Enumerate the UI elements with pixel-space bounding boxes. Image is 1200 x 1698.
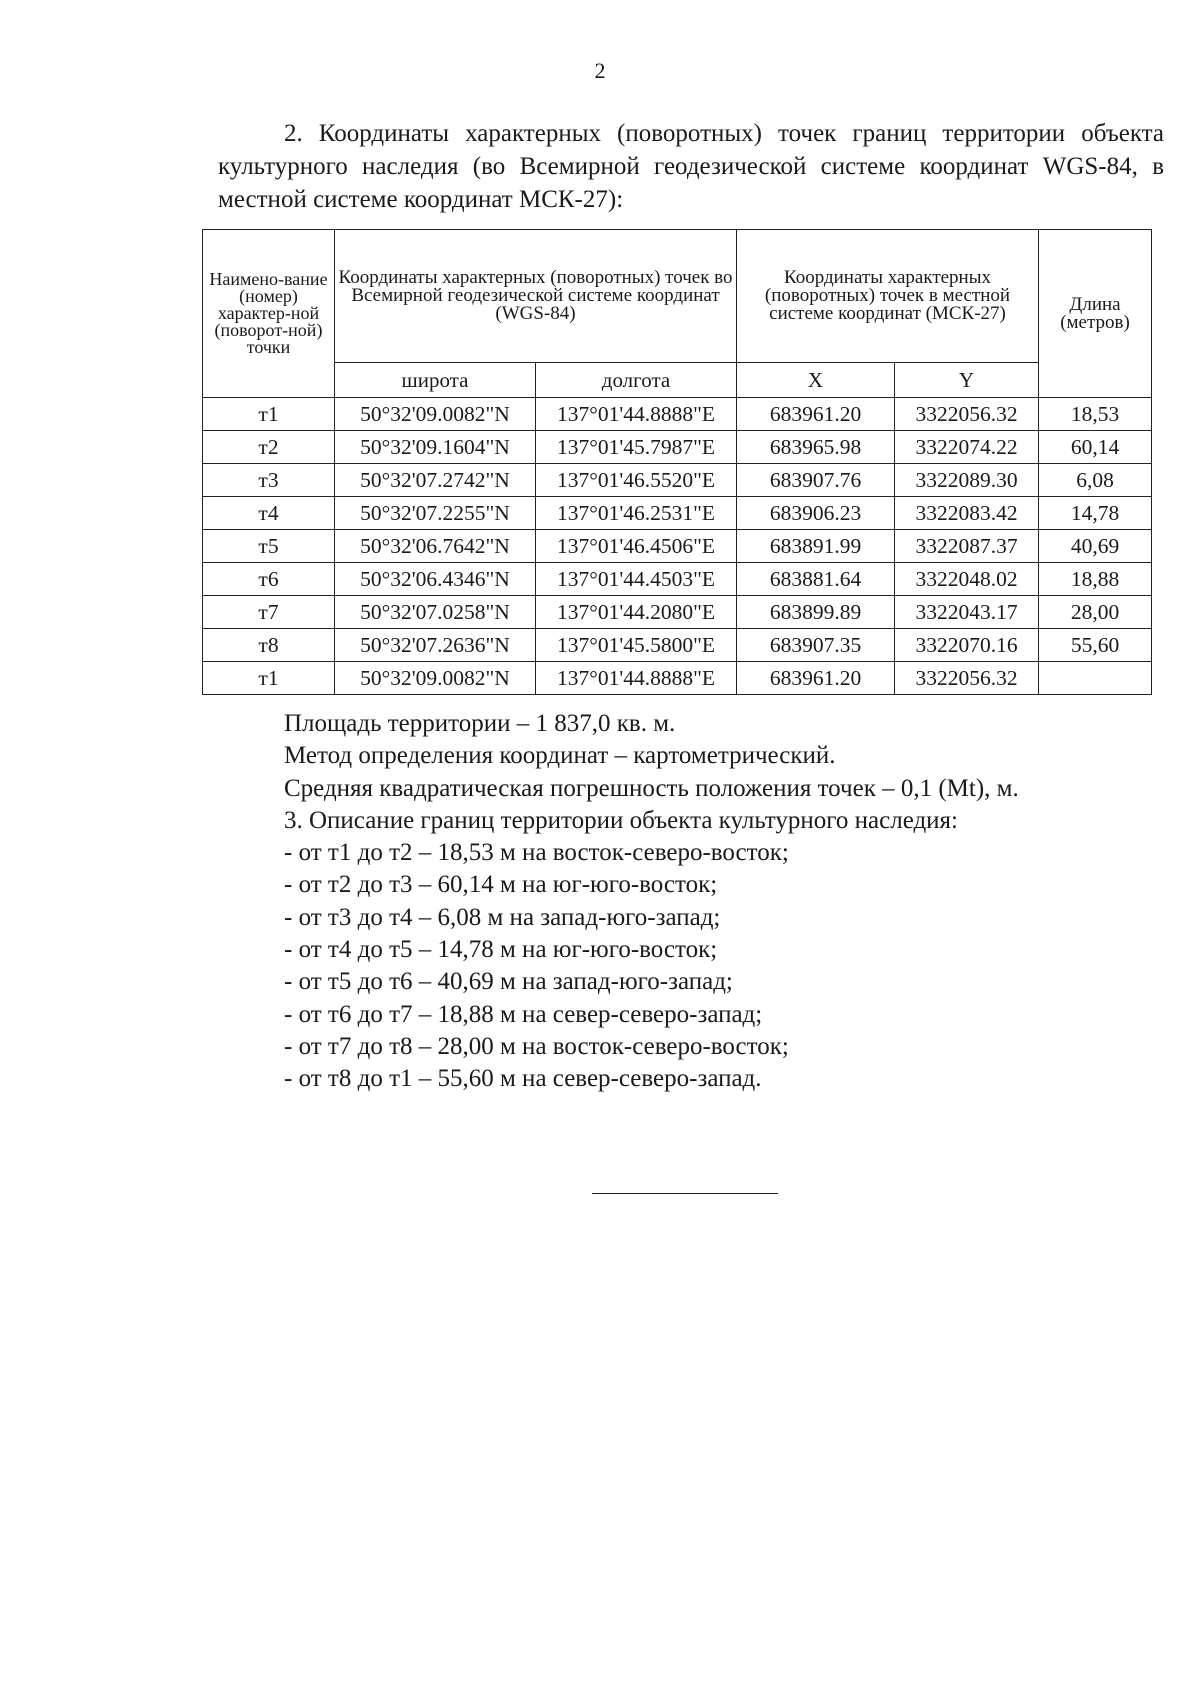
cell-longitude: 137°01'44.4503"E	[536, 563, 737, 596]
cell-point: т1	[203, 398, 335, 431]
header-point-name: Наимено-вание (номер) характер-ной (поворот-ной) точки	[203, 230, 335, 398]
section-2-intro: 2. Координаты характерных (поворотных) точек границ территории объекта культурного наследия (во Всемирной геодезической системе координат WGS-84, в местной системе координат МСК-27):	[218, 120, 1164, 213]
cell-y: 3322074.22	[895, 431, 1039, 464]
table-row	[203, 464, 1152, 497]
cell-length: 18,53	[1039, 398, 1152, 431]
boundary-segment: - от т6 до т7 – 18,88 м на север-северо-запад;	[284, 1000, 763, 1028]
cell-longitude: 137°01'46.2531"E	[536, 497, 737, 530]
cell-y: 3322087.37	[895, 530, 1039, 563]
table-row	[203, 530, 1152, 563]
cell-x: 683891.99	[737, 530, 895, 563]
header-wgs84-coordinates: Координаты характерных (поворотных) точек во Всемирной геодезической системе координат (WGS-84)	[335, 230, 737, 363]
cell-latitude: 50°32'06.4346"N	[335, 563, 536, 596]
cell-latitude: 50°32'06.7642"N	[335, 530, 536, 563]
subheader-latitude: широта	[335, 363, 536, 398]
cell-point: т1	[203, 662, 335, 695]
cell-x: 683961.20	[737, 662, 895, 695]
cell-x: 683899.89	[737, 596, 895, 629]
cell-longitude: 137°01'44.8888"E	[536, 398, 737, 431]
cell-point: т2	[203, 431, 335, 464]
area-line: Площадь территории – 1 837,0 кв. м.	[284, 710, 676, 737]
cell-x: 683907.35	[737, 629, 895, 662]
boundary-segment: - от т3 до т4 – 6,08 м на запад-юго-запад;	[284, 903, 721, 931]
subheader-longitude: долгота	[536, 363, 737, 398]
cell-length: 14,78	[1039, 497, 1152, 530]
cell-point: т7	[203, 596, 335, 629]
cell-length: 55,60	[1039, 629, 1152, 662]
cell-latitude: 50°32'09.1604"N	[335, 431, 536, 464]
cell-point: т3	[203, 464, 335, 497]
method-line: Метод определения координат – картометрический.	[284, 742, 836, 770]
boundary-segment: - от т8 до т1 – 55,60 м на север-северо-запад.	[284, 1065, 762, 1093]
table-row	[203, 662, 1152, 695]
section-3-heading: 3. Описание границ территории объекта культурного наследия:	[284, 806, 958, 834]
cell-latitude: 50°32'09.0082"N	[335, 398, 536, 431]
cell-latitude: 50°32'09.0082"N	[335, 662, 536, 695]
cell-longitude: 137°01'44.8888"E	[536, 662, 737, 695]
cell-latitude: 50°32'07.2636"N	[335, 629, 536, 662]
subheader-x: X	[737, 363, 895, 398]
cell-point: т4	[203, 497, 335, 530]
cell-longitude: 137°01'44.2080"E	[536, 596, 737, 629]
boundary-segment: - от т1 до т2 – 18,53 м на восток-северо-восток;	[284, 839, 789, 867]
boundary-description	[284, 708, 1164, 1096]
cell-longitude: 137°01'46.4506"E	[536, 530, 737, 563]
cell-y: 3322070.16	[895, 629, 1039, 662]
cell-y: 3322048.02	[895, 563, 1039, 596]
cell-length: 40,69	[1039, 530, 1152, 563]
table-row	[203, 398, 1152, 431]
cell-y: 3322083.42	[895, 497, 1039, 530]
coordinates-table	[202, 229, 1152, 695]
cell-length: 28,00	[1039, 596, 1152, 629]
cell-x: 683965.98	[737, 431, 895, 464]
cell-latitude: 50°32'07.2742"N	[335, 464, 536, 497]
table-row	[203, 563, 1152, 596]
cell-x: 683906.23	[737, 497, 895, 530]
subheader-y: Y	[895, 363, 1039, 398]
page-number: 2	[594, 58, 606, 83]
cell-length	[1039, 662, 1152, 695]
boundary-segment: - от т2 до т3 – 60,14 м на юг-юго-восток;	[284, 871, 718, 899]
cell-longitude: 137°01'46.5520"E	[536, 464, 737, 497]
boundary-segment: - от т7 до т8 – 28,00 м на восток-северо-восток;	[284, 1032, 789, 1060]
cell-y: 3322089.30	[895, 464, 1039, 497]
cell-length: 60,14	[1039, 431, 1152, 464]
cell-longitude: 137°01'45.5800"E	[536, 629, 737, 662]
boundary-segment: - от т5 до т6 – 40,69 м на запад-юго-запад;	[284, 968, 733, 996]
header-msk27-coordinates: Координаты характерных (поворотных) точек в местной системе координат (МСК-27)	[737, 230, 1039, 363]
table-row	[203, 431, 1152, 464]
table-row	[203, 497, 1152, 530]
cell-x: 683881.64	[737, 563, 895, 596]
header-length: Длина (метров)	[1039, 230, 1152, 398]
cell-latitude: 50°32'07.2255"N	[335, 497, 536, 530]
error-line: Средняя квадратическая погрешность положения точек – 0,1 (Mt), м.	[284, 774, 1019, 802]
table-row	[203, 629, 1152, 662]
cell-point: т6	[203, 563, 335, 596]
end-divider	[592, 1193, 778, 1194]
table-row	[203, 596, 1152, 629]
boundary-segment: - от т4 до т5 – 14,78 м на юг-юго-восток;	[284, 936, 718, 964]
cell-point: т5	[203, 530, 335, 563]
cell-x: 683907.76	[737, 464, 895, 497]
cell-length: 18,88	[1039, 563, 1152, 596]
cell-longitude: 137°01'45.7987"E	[536, 431, 737, 464]
cell-y: 3322056.32	[895, 398, 1039, 431]
cell-y: 3322043.17	[895, 596, 1039, 629]
cell-length: 6,08	[1039, 464, 1152, 497]
cell-latitude: 50°32'07.0258"N	[335, 596, 536, 629]
cell-point: т8	[203, 629, 335, 662]
cell-x: 683961.20	[737, 398, 895, 431]
cell-y: 3322056.32	[895, 662, 1039, 695]
